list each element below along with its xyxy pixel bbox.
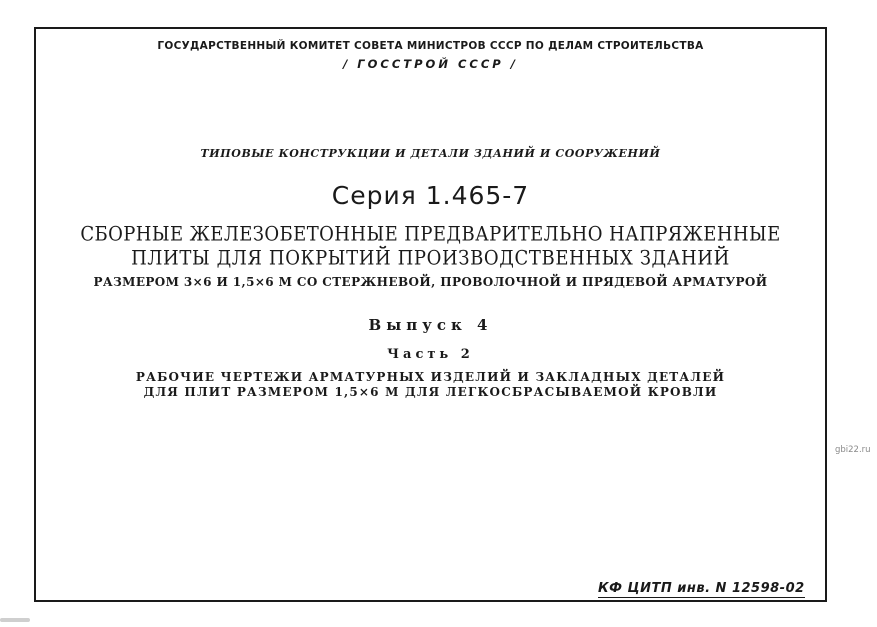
description-line-2: ДЛЯ ПЛИТ РАЗМЕРОМ 1,5×6 М ДЛЯ ЛЕГКОСБРАСЫВАЕМОЙ КРОВЛИ	[143, 385, 718, 399]
main-title-line-3: РАЗМЕРОМ 3×6 И 1,5×6 М СО СТЕРЖНЕВОЙ, ПРОВОЛОЧНОЙ И ПРЯДЕВОЙ АРМАТУРОЙ	[93, 275, 768, 289]
agency-heading: / ГОССТРОЙ СССР /	[343, 57, 518, 71]
series-title: Серия 1.465-7	[331, 181, 530, 210]
description-line-1: РАБОЧИЕ ЧЕРТЕЖИ АРМАТУРНЫХ ИЗДЕЛИЙ И ЗАКЛАДНЫХ ДЕТАЛЕЙ	[135, 370, 726, 384]
scan-artifact	[0, 618, 30, 622]
issue-label: Выпуск 4	[368, 316, 493, 334]
document-border-frame	[34, 27, 827, 602]
part-label: Часть 2	[387, 347, 474, 362]
main-title-line-1: СБОРНЫЕ ЖЕЛЕЗОБЕТОННЫЕ ПРЕДВАРИТЕЛЬНО НАПРЯЖЕННЫЕ	[80, 222, 781, 247]
main-title-line-2: ПЛИТЫ ДЛЯ ПОКРЫТИЙ ПРОИЗВОДСТВЕННЫХ ЗДАНИЙ	[131, 246, 730, 271]
inventory-stamp: КФ ЦИТП инв. N 12598-02	[598, 581, 805, 596]
category-heading: ТИПОВЫЕ КОНСТРУКЦИИ И ДЕТАЛИ ЗДАНИЙ И СООРУЖЕНИЙ	[200, 147, 661, 160]
site-watermark: gbi22.ru	[835, 445, 871, 455]
committee-heading: ГОСУДАРСТВЕННЫЙ КОМИТЕТ СОВЕТА МИНИСТРОВ СССР ПО ДЕЛАМ СТРОИТЕЛЬСТВА	[157, 40, 704, 52]
